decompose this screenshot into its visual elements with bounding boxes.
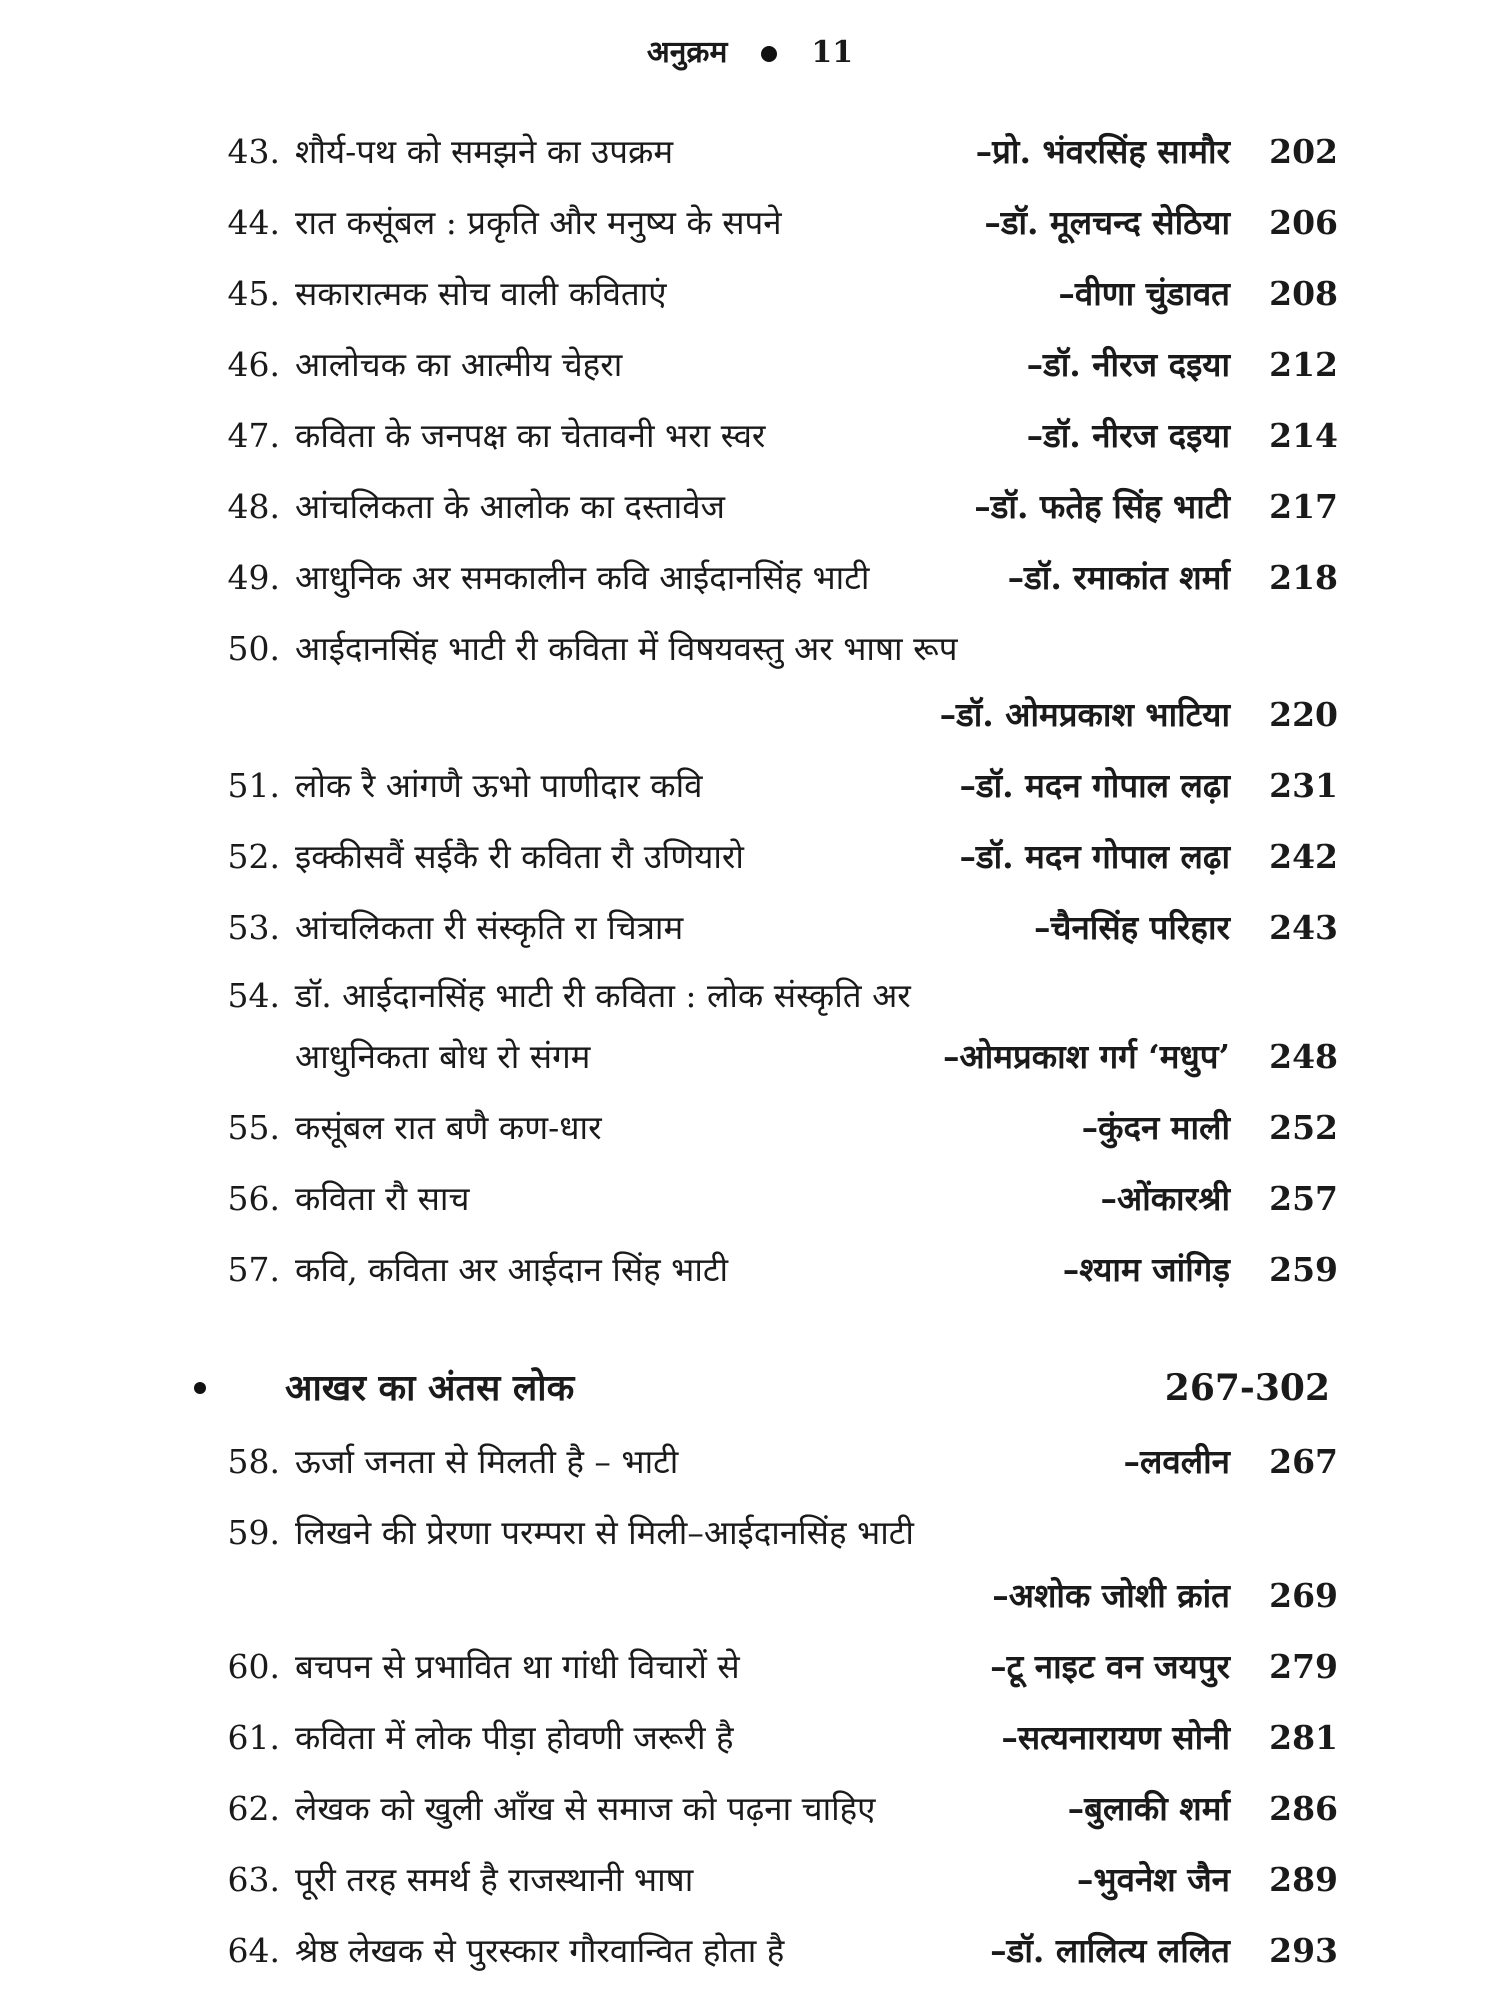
entry-author: –अशोक जोशी क्रांत: [992, 1576, 1230, 1615]
entry-number: 52.: [227, 837, 280, 876]
entry-number: 51.: [227, 766, 280, 805]
entry-author: –बुलाकी शर्मा: [1067, 1789, 1230, 1828]
entry-number: 46.: [227, 345, 280, 384]
entry-number: 47.: [227, 416, 280, 455]
entry-page: 281: [1269, 1718, 1338, 1757]
toc-entry: [0, 1779, 1500, 1839]
toc-entry: [0, 477, 1500, 537]
section-heading: [0, 1358, 1500, 1418]
entry-author: –वीणा चुंडावत: [1058, 274, 1230, 313]
header-page-number: 11: [811, 35, 854, 70]
entry-title: कसूंबल रात बणै कण-धार: [295, 1108, 602, 1147]
entry-page: 217: [1269, 487, 1338, 526]
entry-number: 62.: [227, 1789, 280, 1828]
entry-number: 44.: [227, 203, 280, 242]
entry-page: 267: [1269, 1442, 1338, 1481]
entry-page: 242: [1269, 837, 1338, 876]
toc-entry: [0, 406, 1500, 466]
entry-author: –डॉ. ओमप्रकाश भाटिया: [939, 695, 1230, 734]
toc-entry: [0, 1708, 1500, 1768]
entry-title: इक्कीसवैं सईकै री कविता रौ उणियारो: [295, 837, 744, 876]
toc-entry: [0, 264, 1500, 324]
entry-number: 50.: [227, 629, 280, 668]
entry-author: –ओंकारश्री: [1100, 1179, 1230, 1218]
entry-number: 55.: [227, 1108, 280, 1147]
toc-entry: [0, 1240, 1500, 1300]
entry-title: कविता रौ साच: [295, 1179, 470, 1218]
toc-entry: [0, 966, 1500, 1026]
entry-title: कविता में लोक पीड़ा होवणी जरूरी है: [295, 1718, 734, 1757]
entry-title: लेखक को खुली आँख से समाज को पढ़ना चाहिए: [295, 1789, 876, 1828]
entry-title: रात कसूंबल : प्रकृति और मनुष्य के सपने: [295, 203, 782, 242]
entry-author: –कुंदन माली: [1081, 1108, 1230, 1147]
entry-title: आंचलिकता के आलोक का दस्तावेज: [295, 487, 726, 526]
entry-title: सकारात्मक सोच वाली कविताएं: [295, 274, 667, 313]
entry-page: 220: [1269, 695, 1338, 734]
toc-entry: [0, 1850, 1500, 1910]
entry-page: 259: [1269, 1250, 1338, 1289]
entry-page: 231: [1269, 766, 1338, 805]
entry-author: –डॉ. मदन गोपाल लढ़ा: [959, 766, 1230, 805]
entry-author: –डॉ. लालित्य ललित: [990, 1931, 1230, 1970]
entry-author: –डॉ. मदन गोपाल लढ़ा: [959, 837, 1230, 876]
entry-title: लोक रै आंगणै ऊभो पाणीदार कवि: [295, 766, 703, 805]
entry-number: 45.: [227, 274, 280, 313]
toc-entry-continuation: [0, 1566, 1500, 1626]
entry-page: 218: [1269, 558, 1338, 597]
entry-page: 248: [1269, 1037, 1338, 1076]
entry-title: शौर्य-पथ को समझने का उपक्रम: [295, 132, 674, 171]
entry-page: 252: [1269, 1108, 1338, 1147]
entry-author: –डॉ. फतेह सिंह भाटी: [974, 487, 1230, 526]
toc-entry-continuation: [0, 1027, 1500, 1087]
entry-title: आंचलिकता री संस्कृति रा चित्राम: [295, 908, 684, 947]
toc-entry: [0, 335, 1500, 395]
entry-title: आलोचक का आत्मीय चेहरा: [295, 345, 623, 384]
entry-page: 293: [1269, 1931, 1338, 1970]
section-page-range: 267-302: [1164, 1367, 1330, 1409]
entry-title: बचपन से प्रभावित था गांधी विचारों से: [295, 1647, 740, 1686]
entry-author: –श्याम जांगिड़: [1062, 1250, 1230, 1289]
entry-author: –डॉ. नीरज दइया: [1026, 345, 1230, 384]
entry-title-line2: आधुनिकता बोध रो संगम: [295, 1037, 591, 1076]
toc-entry: [0, 1098, 1500, 1158]
entry-page: 206: [1269, 203, 1338, 242]
entry-number: 53.: [227, 908, 280, 947]
entry-title: ऊर्जा जनता से मिलती है – भाटी: [295, 1442, 679, 1481]
toc-entry: [0, 548, 1500, 608]
entry-author: –डॉ. मूलचन्द सेठिया: [984, 203, 1230, 242]
toc-entry: [0, 898, 1500, 958]
entry-author: –भुवनेश जैन: [1076, 1860, 1230, 1899]
entry-page: 243: [1269, 908, 1338, 947]
entry-page: 257: [1269, 1179, 1338, 1218]
toc-entry-continuation: [0, 685, 1500, 745]
entry-title: डॉ. आईदानसिंह भाटी री कविता : लोक संस्कृति अर: [295, 976, 911, 1015]
entry-number: 64.: [227, 1931, 280, 1970]
toc-entry: [0, 1503, 1500, 1563]
entry-page: 269: [1269, 1576, 1338, 1615]
entry-number: 48.: [227, 487, 280, 526]
header-title: अनुक्रम: [646, 35, 728, 70]
bullet-icon: [761, 46, 777, 62]
entry-number: 54.: [227, 976, 280, 1015]
entry-author: –चैनसिंह परिहार: [1034, 908, 1230, 947]
entry-title: कवि, कविता अर आईदान सिंह भाटी: [295, 1250, 729, 1289]
toc-entry: [0, 122, 1500, 182]
entry-title: आईदानसिंह भाटी री कविता में विषयवस्तु अर भाषा रूप: [295, 629, 958, 668]
running-header: [0, 30, 1500, 71]
entry-author: –सत्यनारायण सोनी: [1001, 1718, 1230, 1757]
entry-title: पूरी तरह समर्थ है राजस्थानी भाषा: [295, 1860, 694, 1899]
entry-author: –ओमप्रकाश गर्ग ‘मधुप’: [943, 1037, 1230, 1076]
entry-title: कविता के जनपक्ष का चेतावनी भरा स्वर: [295, 416, 766, 455]
entry-page: 279: [1269, 1647, 1338, 1686]
toc-entry: [0, 1169, 1500, 1229]
entry-page: 208: [1269, 274, 1338, 313]
entry-author: –प्रो. भंवरसिंह सामौर: [975, 132, 1230, 171]
toc-entry: [0, 756, 1500, 816]
entry-number: 63.: [227, 1860, 280, 1899]
entry-page: 202: [1269, 132, 1338, 171]
entry-title: आधुनिक अर समकालीन कवि आईदानसिंह भाटी: [295, 558, 870, 597]
entry-page: 212: [1269, 345, 1338, 384]
entry-number: 49.: [227, 558, 280, 597]
entry-author: –टू नाइट वन जयपुर: [990, 1647, 1230, 1686]
section-title: आखर का अंतस लोक: [285, 1367, 575, 1409]
toc-entry: [0, 1921, 1500, 1981]
entry-title: लिखने की प्रेरणा परम्परा से मिली–आईदानसिंह भाटी: [295, 1513, 914, 1552]
entry-title: श्रेष्ठ लेखक से पुरस्कार गौरवान्वित होता है: [295, 1931, 785, 1970]
bullet-icon: [194, 1382, 206, 1394]
entry-number: 57.: [227, 1250, 280, 1289]
entry-author: –डॉ. रमाकांत शर्मा: [1007, 558, 1230, 597]
toc-entry: [0, 193, 1500, 253]
entry-number: 59.: [227, 1513, 280, 1552]
entry-number: 56.: [227, 1179, 280, 1218]
toc-entry: [0, 619, 1500, 679]
entry-author: –लवलीन: [1123, 1442, 1230, 1481]
entry-number: 61.: [227, 1718, 280, 1757]
entry-page: 214: [1269, 416, 1338, 455]
toc-entry: [0, 827, 1500, 887]
toc-entry: [0, 1432, 1500, 1492]
entry-author: –डॉ. नीरज दइया: [1026, 416, 1230, 455]
entry-number: 60.: [227, 1647, 280, 1686]
toc-entry: [0, 1637, 1500, 1697]
entry-number: 43.: [227, 132, 280, 171]
entry-page: 289: [1269, 1860, 1338, 1899]
entry-page: 286: [1269, 1789, 1338, 1828]
entry-number: 58.: [227, 1442, 280, 1481]
